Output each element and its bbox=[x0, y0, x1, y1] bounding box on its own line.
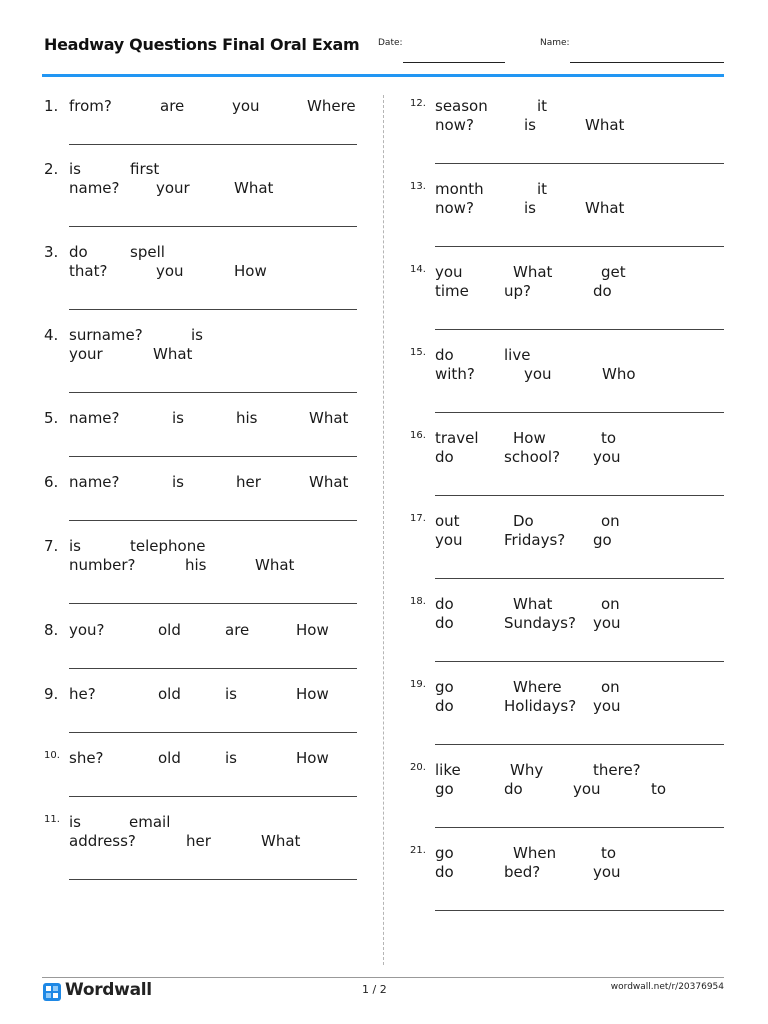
word-tile: Sundays? bbox=[504, 614, 576, 632]
word-tile: live bbox=[504, 346, 531, 364]
word-tile: go bbox=[435, 780, 454, 798]
word-tile: What bbox=[309, 409, 349, 427]
answer-line[interactable] bbox=[69, 668, 357, 669]
word-tile: How bbox=[513, 429, 546, 447]
question-item bbox=[44, 813, 364, 893]
question-number: 2. bbox=[44, 160, 59, 178]
word-tile: telephone bbox=[130, 537, 206, 555]
answer-line[interactable] bbox=[69, 520, 357, 521]
question-number: 8. bbox=[44, 621, 59, 639]
word-tile: now? bbox=[435, 199, 474, 217]
answer-line[interactable] bbox=[435, 495, 724, 496]
page-number: 1 / 2 bbox=[362, 983, 387, 996]
word-tile: you bbox=[435, 531, 463, 549]
word-tile: What bbox=[261, 832, 301, 850]
footer-divider bbox=[42, 977, 724, 978]
answer-line[interactable] bbox=[435, 163, 724, 164]
word-tile: What bbox=[585, 199, 625, 217]
question-item bbox=[410, 761, 730, 841]
word-tile: is bbox=[69, 160, 81, 178]
word-tile: you bbox=[593, 614, 621, 632]
word-tile: on bbox=[601, 595, 620, 613]
question-item bbox=[410, 346, 730, 426]
question-number: 18. bbox=[410, 596, 426, 607]
word-tile: that? bbox=[69, 262, 108, 280]
question-number: 13. bbox=[410, 181, 426, 192]
word-tile: you bbox=[156, 262, 184, 280]
word-tile: travel bbox=[435, 429, 479, 447]
word-tile: old bbox=[158, 621, 181, 639]
question-item bbox=[410, 512, 730, 592]
word-tile: go bbox=[435, 678, 454, 696]
question-number: 11. bbox=[44, 814, 60, 825]
word-tile: What bbox=[153, 345, 193, 363]
word-tile: you bbox=[573, 780, 601, 798]
answer-line[interactable] bbox=[69, 879, 357, 880]
word-tile: to bbox=[601, 429, 617, 447]
word-tile: like bbox=[435, 761, 461, 779]
word-tile: you bbox=[524, 365, 552, 383]
word-tile: email bbox=[129, 813, 171, 831]
word-tile: do bbox=[435, 614, 454, 632]
word-tile: do bbox=[435, 595, 454, 613]
word-tile: get bbox=[601, 263, 626, 281]
word-tile: What bbox=[513, 595, 553, 613]
word-tile: address? bbox=[69, 832, 136, 850]
question-number: 19. bbox=[410, 679, 426, 690]
question-item bbox=[44, 537, 364, 617]
answer-line[interactable] bbox=[435, 661, 724, 662]
word-tile: time bbox=[435, 282, 469, 300]
word-tile: old bbox=[158, 749, 181, 767]
question-item bbox=[410, 678, 730, 758]
word-tile: spell bbox=[130, 243, 165, 261]
answer-line[interactable] bbox=[435, 246, 724, 247]
date-label: Date: bbox=[378, 38, 403, 48]
word-tile: is bbox=[172, 473, 184, 491]
word-tile: your bbox=[69, 345, 103, 363]
word-tile: up? bbox=[504, 282, 531, 300]
question-item bbox=[410, 180, 730, 260]
word-tile: is bbox=[225, 685, 237, 703]
question-number: 9. bbox=[44, 685, 59, 703]
word-tile: old bbox=[158, 685, 181, 703]
question-number: 12. bbox=[410, 98, 426, 109]
question-number: 20. bbox=[410, 762, 426, 773]
question-item bbox=[44, 243, 364, 323]
word-tile: Where bbox=[307, 97, 356, 115]
word-tile: season bbox=[435, 97, 488, 115]
word-tile: she? bbox=[69, 749, 104, 767]
word-tile: Do bbox=[513, 512, 534, 530]
word-tile: What bbox=[309, 473, 349, 491]
answer-line[interactable] bbox=[69, 456, 357, 457]
word-tile: How bbox=[296, 685, 329, 703]
question-number: 15. bbox=[410, 347, 426, 358]
answer-line[interactable] bbox=[69, 796, 357, 797]
wordwall-logo-icon bbox=[43, 983, 61, 1001]
word-tile: name? bbox=[69, 179, 120, 197]
word-tile: now? bbox=[435, 116, 474, 134]
word-tile: to bbox=[651, 780, 667, 798]
word-tile: out bbox=[435, 512, 460, 530]
question-item bbox=[410, 429, 730, 509]
word-tile: is bbox=[191, 326, 203, 344]
question-item bbox=[410, 595, 730, 675]
answer-line[interactable] bbox=[435, 827, 724, 828]
answer-line[interactable] bbox=[69, 603, 357, 604]
word-tile: he? bbox=[69, 685, 96, 703]
word-tile: it bbox=[537, 180, 548, 198]
date-field[interactable] bbox=[403, 62, 505, 63]
column-divider bbox=[383, 95, 384, 965]
word-tile: Where bbox=[513, 678, 562, 696]
word-tile: with? bbox=[435, 365, 475, 383]
question-item bbox=[410, 97, 730, 177]
word-tile: go bbox=[593, 531, 612, 549]
word-tile: is bbox=[524, 199, 536, 217]
word-tile: do bbox=[435, 448, 454, 466]
name-label: Name: bbox=[540, 38, 570, 48]
answer-line[interactable] bbox=[69, 732, 357, 733]
word-tile: your bbox=[156, 179, 190, 197]
word-tile: number? bbox=[69, 556, 136, 574]
answer-line[interactable] bbox=[69, 144, 357, 145]
word-tile: surname? bbox=[69, 326, 143, 344]
word-tile: bed? bbox=[504, 863, 541, 881]
word-tile: Who bbox=[602, 365, 636, 383]
answer-line[interactable] bbox=[69, 226, 357, 227]
question-number: 5. bbox=[44, 409, 59, 427]
word-tile: there? bbox=[593, 761, 641, 779]
word-tile: do bbox=[435, 346, 454, 364]
answer-line[interactable] bbox=[435, 910, 724, 911]
word-tile: is bbox=[172, 409, 184, 427]
word-tile: on bbox=[601, 512, 620, 530]
word-tile: When bbox=[513, 844, 557, 862]
question-item bbox=[410, 263, 730, 343]
word-tile: do bbox=[504, 780, 523, 798]
word-tile: you bbox=[593, 448, 621, 466]
logo-text: Wordwall bbox=[65, 980, 152, 1000]
word-tile: school? bbox=[504, 448, 561, 466]
question-number: 7. bbox=[44, 537, 59, 555]
answer-line[interactable] bbox=[69, 392, 357, 393]
word-tile: go bbox=[435, 844, 454, 862]
question-number: 14. bbox=[410, 264, 426, 275]
word-tile: is bbox=[69, 537, 81, 555]
word-tile: you bbox=[593, 697, 621, 715]
word-tile: is bbox=[524, 116, 536, 134]
word-tile: her bbox=[236, 473, 261, 491]
word-tile: is bbox=[225, 749, 237, 767]
word-tile: you bbox=[593, 863, 621, 881]
question-item bbox=[410, 844, 730, 924]
source-url: wordwall.net/r/20376954 bbox=[610, 982, 724, 992]
word-tile: from? bbox=[69, 97, 112, 115]
word-tile: name? bbox=[69, 473, 120, 491]
word-tile: How bbox=[234, 262, 267, 280]
question-number: 16. bbox=[410, 430, 426, 441]
question-number: 4. bbox=[44, 326, 59, 344]
word-tile: are bbox=[225, 621, 250, 639]
word-tile: is bbox=[69, 813, 81, 831]
word-tile: you bbox=[232, 97, 260, 115]
word-tile: are bbox=[160, 97, 185, 115]
word-tile: to bbox=[601, 844, 617, 862]
header-divider bbox=[42, 74, 724, 77]
question-number: 3. bbox=[44, 243, 59, 261]
word-tile: What bbox=[513, 263, 553, 281]
word-tile: you bbox=[435, 263, 463, 281]
question-number: 6. bbox=[44, 473, 59, 491]
word-tile: it bbox=[537, 97, 548, 115]
word-tile: you? bbox=[69, 621, 105, 639]
page-title: Headway Questions Final Oral Exam bbox=[44, 35, 360, 54]
question-item bbox=[44, 160, 364, 240]
word-tile: Holidays? bbox=[504, 697, 577, 715]
word-tile: name? bbox=[69, 409, 120, 427]
question-number: 21. bbox=[410, 845, 426, 856]
question-item bbox=[44, 326, 364, 406]
word-tile: month bbox=[435, 180, 484, 198]
word-tile: on bbox=[601, 678, 620, 696]
word-tile: Fridays? bbox=[504, 531, 566, 549]
word-tile: do bbox=[69, 243, 88, 261]
word-tile: What bbox=[234, 179, 274, 197]
word-tile: his bbox=[236, 409, 258, 427]
word-tile: first bbox=[130, 160, 160, 178]
question-number: 1. bbox=[44, 97, 59, 115]
word-tile: What bbox=[585, 116, 625, 134]
answer-line[interactable] bbox=[435, 744, 724, 745]
word-tile: How bbox=[296, 749, 329, 767]
word-tile: Why bbox=[510, 761, 544, 779]
question-number: 17. bbox=[410, 513, 426, 524]
word-tile: her bbox=[186, 832, 211, 850]
word-tile: What bbox=[255, 556, 295, 574]
name-field[interactable] bbox=[570, 62, 724, 63]
answer-line[interactable] bbox=[435, 329, 724, 330]
word-tile: do bbox=[435, 697, 454, 715]
answer-line[interactable] bbox=[435, 578, 724, 579]
word-tile: do bbox=[435, 863, 454, 881]
worksheet-header bbox=[0, 0, 768, 80]
answer-line[interactable] bbox=[435, 412, 724, 413]
answer-line[interactable] bbox=[69, 309, 357, 310]
question-number: 10. bbox=[44, 750, 60, 761]
word-tile: his bbox=[185, 556, 207, 574]
word-tile: do bbox=[593, 282, 612, 300]
word-tile: How bbox=[296, 621, 329, 639]
